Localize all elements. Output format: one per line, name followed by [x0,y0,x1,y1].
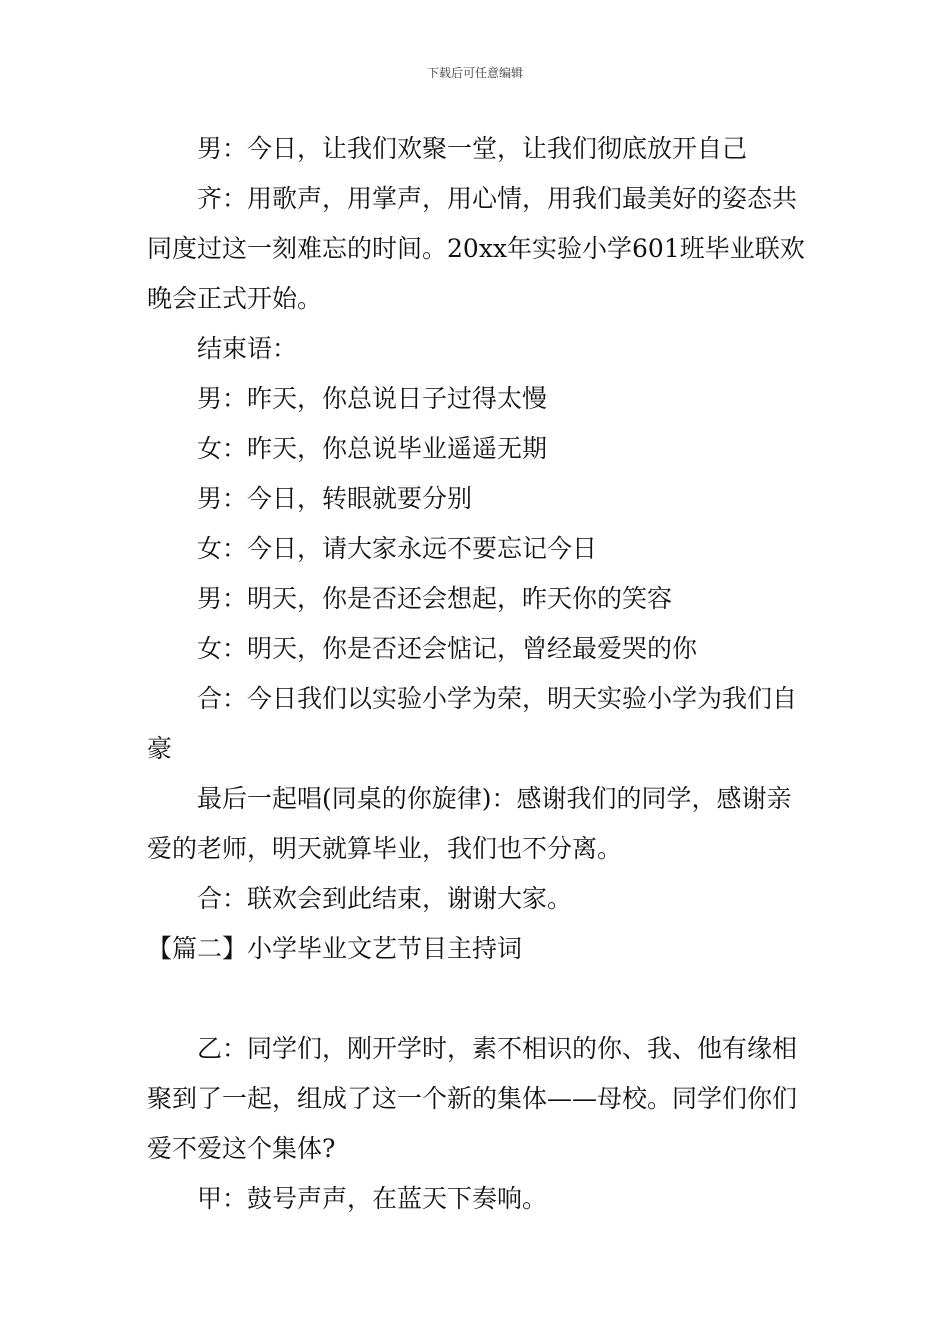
paragraph: 男：明天，你是否还会想起，昨天你的笑容 [197,584,673,613]
paragraph: 结束语： [197,334,298,363]
paragraph: 乙：同学们，刚开学时，素不相识的你、我、他有缘相聚到了一起，组成了这一个新的集体——母校。同学们你们爱不爱这个集体? [147,1034,798,1163]
paragraph: 合：今日我们以实验小学为荣，明天实验小学为我们自豪 [147,684,798,763]
section-heading: 【篇二】小学毕业文艺节目主持词 [147,934,523,963]
paragraph: 男：今日，转眼就要分别 [197,484,473,513]
paragraph: 女：明天，你是否还会惦记，曾经最爱哭的你 [197,634,698,663]
paragraph: 女：今日，请大家永远不要忘记今日 [197,534,598,563]
paragraph: 合：联欢会到此结束，谢谢大家。 [197,884,573,913]
paragraph: 女：昨天，你总说毕业遥遥无期 [197,434,548,463]
paragraph: 男：昨天，你总说日子过得太慢 [197,384,548,413]
paragraph: 最后一起唱(同桌的你旋律)：感谢我们的同学，感谢亲爱的老师，明天就算毕业，我们也不分离。 [147,784,792,863]
document-body [147,124,815,1224]
paragraph: 甲：鼓号声声，在蓝天下奏响。 [197,1184,548,1213]
page-header: 下载后可任意编辑 [426,66,523,80]
paragraph: 男：今日，让我们欢聚一堂，让我们彻底放开自己 [197,134,748,163]
paragraph: 齐：用歌声，用掌声，用心情，用我们最美好的姿态共同度过这一刻难忘的时间。20xx年实验小学601班毕业联欢晚会正式开始。 [147,184,805,313]
blank-line [147,974,815,1024]
